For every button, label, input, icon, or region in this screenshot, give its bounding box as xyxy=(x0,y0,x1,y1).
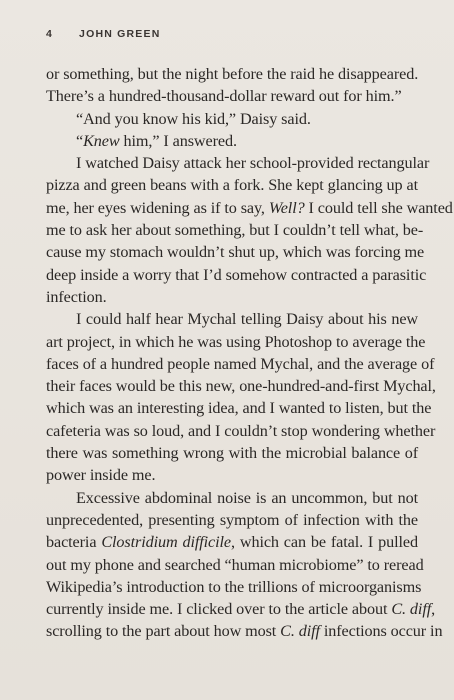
paragraph xyxy=(46,108,418,130)
paragraph xyxy=(46,487,443,643)
text-line xyxy=(46,375,436,397)
paragraph xyxy=(46,130,418,152)
text-line xyxy=(46,85,418,107)
text-line xyxy=(46,509,418,531)
text-line xyxy=(46,442,418,464)
text-segment: unprecedented, presenting symptom of infection with the xyxy=(46,510,418,529)
text-segment: scrolling to the part about how most xyxy=(46,622,281,641)
text-segment: me, her eyes widening as if to say, xyxy=(46,198,269,217)
text-segment: There’s a hundred-thousand-dollar reward out for him.” xyxy=(46,87,402,106)
text-line xyxy=(46,219,424,241)
text-segment: which was an interesting idea, and I wanted to listen, but the xyxy=(46,399,432,418)
text-segment: me to ask her about something, but I couldn’t tell what, be- xyxy=(46,221,424,240)
text-segment: cafeteria was so loud, and I couldn’t stop wondering whether xyxy=(46,421,436,440)
italic-text: C. diff xyxy=(280,622,320,641)
text-segment: him,” I answered. xyxy=(119,131,237,150)
text-segment: “And you know his kid,” Daisy said. xyxy=(76,109,311,128)
text-segment: infection. xyxy=(46,287,107,306)
text-line xyxy=(46,63,418,85)
text-segment: Wikipedia’s introduction to the trillions of microorganisms xyxy=(46,577,422,596)
text-segment: , which can be fatal. I pulled xyxy=(231,533,418,552)
text-line xyxy=(46,353,435,375)
page-number: 4 xyxy=(46,28,54,40)
text-segment: cause my stomach wouldn’t shut up, which was forcing me xyxy=(46,243,425,262)
text-segment: there was something wrong with the microbial balance of xyxy=(46,444,418,463)
text-line xyxy=(46,420,436,442)
running-head-author: JOHN GREEN xyxy=(79,28,161,40)
text-line xyxy=(46,464,418,486)
text-line xyxy=(46,531,418,553)
text-segment: power inside me. xyxy=(46,466,156,485)
text-segment: art project, in which he was using Photoshop to average the xyxy=(46,332,426,351)
italic-text: C. diff xyxy=(391,600,432,619)
text-segment: , xyxy=(431,600,436,619)
italic-text: Clostridium difficile xyxy=(101,533,232,552)
text-line xyxy=(46,152,430,174)
paragraph xyxy=(46,308,436,486)
body-text xyxy=(46,63,453,643)
text-segment: or something, but the night before the raid he disappeared. xyxy=(46,65,419,83)
text-segment: I watched Daisy attack her school-provided rectangular xyxy=(76,154,430,173)
text-line xyxy=(46,487,418,509)
running-header xyxy=(46,27,160,41)
text-line xyxy=(46,308,418,330)
text-line xyxy=(46,286,418,308)
text-segment: currently inside me. I clicked over to the article about xyxy=(46,600,392,619)
text-line xyxy=(46,264,427,286)
text-segment: bacteria xyxy=(46,533,102,552)
text-segment: “ xyxy=(76,131,84,150)
text-line xyxy=(46,197,453,219)
text-segment: I could half hear Mychal telling Daisy about his new xyxy=(76,310,418,329)
text-line xyxy=(46,397,432,419)
text-line xyxy=(46,620,443,642)
text-line xyxy=(46,130,418,152)
text-line xyxy=(46,331,426,353)
paragraph xyxy=(46,152,453,308)
text-segment: pizza and green beans with a fork. She kept glancing up at xyxy=(46,176,418,195)
text-segment: out my phone and searched “human microbiome” to reread xyxy=(46,555,424,574)
text-segment: I could tell she wanted xyxy=(304,198,453,217)
text-segment: faces of a hundred people named Mychal, and the average of xyxy=(46,354,435,373)
text-segment: infections occur in xyxy=(319,622,443,641)
paragraph xyxy=(46,63,418,108)
italic-text: Well? xyxy=(268,198,305,217)
text-segment: Excessive abdominal noise is an uncommon, but not xyxy=(76,488,418,507)
text-line xyxy=(46,554,424,576)
text-segment: their faces would be this new, one-hundred-and-first Mychal, xyxy=(46,377,436,396)
text-line xyxy=(46,241,425,263)
italic-text: Knew xyxy=(83,131,120,150)
text-segment: deep inside a worry that I’d somehow contracted a parasitic xyxy=(46,265,427,284)
text-line xyxy=(46,108,418,130)
text-line xyxy=(46,576,422,598)
text-line xyxy=(46,174,418,196)
text-line xyxy=(46,598,436,620)
